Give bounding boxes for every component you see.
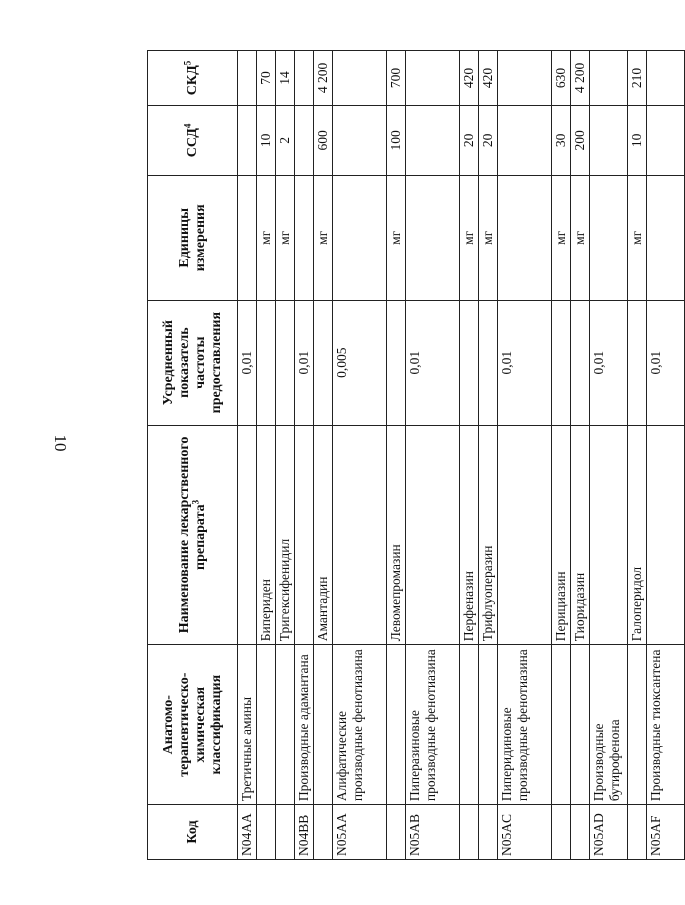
cell-drug	[238, 425, 257, 645]
cell-code: N05AF	[647, 805, 685, 860]
drug-table	[147, 50, 685, 860]
cell-unit: мг	[571, 175, 590, 300]
cell-unit: мг	[387, 175, 406, 300]
cell-skd	[238, 51, 257, 106]
cell-code: N04BB	[295, 805, 314, 860]
cell-code: N05AB	[406, 805, 460, 860]
cell-atc	[387, 645, 406, 805]
cell-frequency	[314, 300, 333, 425]
cell-skd: 4 200	[314, 51, 333, 106]
cell-sdd	[498, 105, 552, 175]
cell-skd	[498, 51, 552, 106]
cell-drug	[295, 425, 314, 645]
cell-unit: мг	[314, 175, 333, 300]
cell-drug: Тригексифенидил	[276, 425, 295, 645]
cell-atc	[552, 645, 571, 805]
cell-code: N04AA	[238, 805, 257, 860]
cell-skd: 630	[552, 51, 571, 106]
cell-atc: Производные адамантана	[295, 645, 314, 805]
cell-skd: 70	[257, 51, 276, 106]
cell-atc: Производные бутирофенона	[590, 645, 628, 805]
header-atc: Анатомо-терапевтическо-химическая классификация	[148, 645, 238, 805]
cell-skd	[295, 51, 314, 106]
cell-sdd	[238, 105, 257, 175]
cell-skd: 700	[387, 51, 406, 106]
cell-frequency: 0,01	[295, 300, 314, 425]
cell-code	[571, 805, 590, 860]
cell-sdd: 10	[628, 105, 647, 175]
cell-skd	[647, 51, 685, 106]
cell-code: N05AC	[498, 805, 552, 860]
cell-unit: мг	[479, 175, 498, 300]
cell-skd	[333, 51, 387, 106]
cell-unit: мг	[460, 175, 479, 300]
cell-sdd: 30	[552, 105, 571, 175]
cell-sdd	[590, 105, 628, 175]
cell-frequency: 0,01	[238, 300, 257, 425]
cell-frequency	[257, 300, 276, 425]
cell-frequency	[628, 300, 647, 425]
cell-unit: мг	[552, 175, 571, 300]
cell-sdd: 600	[314, 105, 333, 175]
cell-drug: Перициазин	[552, 425, 571, 645]
cell-drug: Галоперидол	[628, 425, 647, 645]
cell-drug: Амантадин	[314, 425, 333, 645]
table-row	[552, 51, 571, 860]
cell-sdd: 2	[276, 105, 295, 175]
table-row	[460, 51, 479, 860]
cell-atc	[314, 645, 333, 805]
cell-atc: Алифатические производные фенотиазина	[333, 645, 387, 805]
table-row	[406, 51, 460, 860]
cell-sdd: 20	[460, 105, 479, 175]
cell-code	[460, 805, 479, 860]
page-number: 10	[51, 434, 70, 452]
cell-sdd: 10	[257, 105, 276, 175]
cell-atc	[479, 645, 498, 805]
cell-frequency	[552, 300, 571, 425]
cell-atc: Третичные амины	[238, 645, 257, 805]
cell-skd: 210	[628, 51, 647, 106]
table-row	[295, 51, 314, 860]
cell-drug: Перфеназин	[460, 425, 479, 645]
cell-skd	[406, 51, 460, 106]
cell-unit: мг	[276, 175, 295, 300]
table-row	[333, 51, 387, 860]
cell-code	[387, 805, 406, 860]
table-row	[479, 51, 498, 860]
cell-drug: Левомепромазин	[387, 425, 406, 645]
cell-frequency	[571, 300, 590, 425]
cell-unit	[498, 175, 552, 300]
cell-unit	[295, 175, 314, 300]
cell-atc	[460, 645, 479, 805]
cell-drug	[647, 425, 685, 645]
cell-unit	[590, 175, 628, 300]
cell-code: N05AA	[333, 805, 387, 860]
table-row	[498, 51, 552, 860]
cell-unit	[406, 175, 460, 300]
cell-code	[314, 805, 333, 860]
cell-frequency	[460, 300, 479, 425]
cell-code	[276, 805, 295, 860]
cell-code	[257, 805, 276, 860]
cell-skd: 420	[460, 51, 479, 106]
table-row	[628, 51, 647, 860]
cell-drug	[333, 425, 387, 645]
table-row	[257, 51, 276, 860]
cell-unit	[238, 175, 257, 300]
cell-code	[479, 805, 498, 860]
cell-frequency: 0,005	[333, 300, 387, 425]
cell-skd: 4 200	[571, 51, 590, 106]
cell-sdd	[406, 105, 460, 175]
cell-drug: Бипериден	[257, 425, 276, 645]
header-frequency: Усредненный показатель частоты предоставления	[148, 300, 238, 425]
cell-sdd	[295, 105, 314, 175]
cell-frequency: 0,01	[406, 300, 460, 425]
cell-drug: Трифлуоперазин	[479, 425, 498, 645]
cell-code: N05AD	[590, 805, 628, 860]
header-units: Единицы измерения	[148, 175, 238, 300]
cell-unit	[333, 175, 387, 300]
cell-atc	[571, 645, 590, 805]
cell-atc: Пиперидиновые производные фенотиазина	[498, 645, 552, 805]
cell-drug	[406, 425, 460, 645]
cell-atc	[628, 645, 647, 805]
cell-code	[628, 805, 647, 860]
cell-atc	[257, 645, 276, 805]
table-row	[590, 51, 628, 860]
cell-sdd: 200	[571, 105, 590, 175]
cell-drug	[498, 425, 552, 645]
cell-sdd: 20	[479, 105, 498, 175]
cell-sdd	[647, 105, 685, 175]
cell-sdd: 100	[387, 105, 406, 175]
cell-frequency	[479, 300, 498, 425]
table-row	[238, 51, 257, 860]
table-body	[238, 51, 685, 860]
cell-skd: 420	[479, 51, 498, 106]
cell-frequency	[276, 300, 295, 425]
table-row	[314, 51, 333, 860]
cell-unit	[647, 175, 685, 300]
cell-drug: Тиоридазин	[571, 425, 590, 645]
cell-sdd	[333, 105, 387, 175]
cell-frequency	[387, 300, 406, 425]
header-drug: Наименование лекарственного препарата$^3$	[148, 425, 238, 645]
cell-unit: мг	[628, 175, 647, 300]
cell-drug	[590, 425, 628, 645]
table-row	[387, 51, 406, 860]
cell-code	[552, 805, 571, 860]
rotated-table-sheet	[147, 50, 663, 860]
cell-atc: Пиперазиновые производные фенотиазина	[406, 645, 460, 805]
table-header-row	[148, 51, 238, 860]
cell-atc: Производные тиоксантена	[647, 645, 685, 805]
table-row	[276, 51, 295, 860]
header-code: Код	[148, 805, 238, 860]
cell-skd: 14	[276, 51, 295, 106]
cell-atc	[276, 645, 295, 805]
table-row	[571, 51, 590, 860]
cell-unit: мг	[257, 175, 276, 300]
cell-frequency: 0,01	[590, 300, 628, 425]
cell-frequency: 0,01	[647, 300, 685, 425]
header-skd: СКД$^5$	[148, 51, 238, 106]
cell-skd	[590, 51, 628, 106]
table-row	[647, 51, 685, 860]
header-sdd: ССД$^4$	[148, 105, 238, 175]
cell-frequency: 0,01	[498, 300, 552, 425]
